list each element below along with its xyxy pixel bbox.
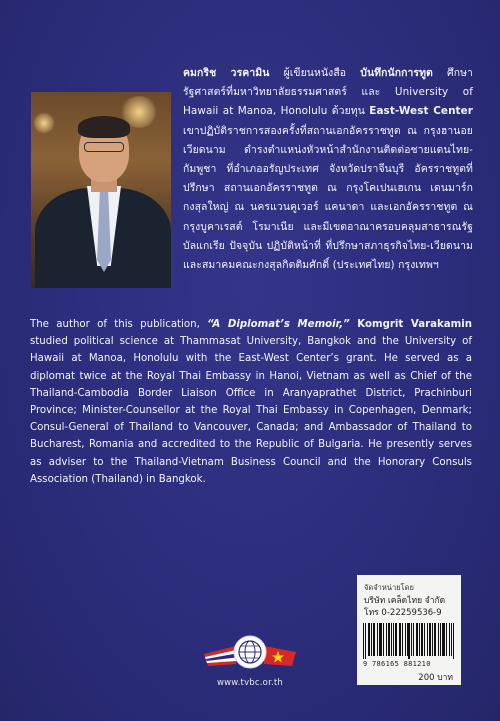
- price-label: 200 บาท: [418, 673, 453, 683]
- thai-biography: [183, 64, 473, 275]
- globe-icon: [234, 636, 266, 668]
- tvbc-logo: [202, 628, 298, 672]
- distributor-name: บริษัท เคล็ดไทย จำกัด: [364, 596, 446, 606]
- thai-center-name: East-West Center: [369, 105, 473, 118]
- author-portrait: [31, 92, 171, 288]
- distributor-label: จัดจำหน่ายโดย: [364, 583, 414, 592]
- thai-text-1: ผู้เขียนหนังสือ: [269, 67, 361, 79]
- thai-text-2: ศึกษารัฐศาสตร์ที่มหาวิทยาลัยธรรมศาสตร์ และ University of Hawaii at Manoa, Honolulu ด้วยทุน: [183, 67, 473, 118]
- thai-book-title: บันทึกนักการทูต: [360, 67, 433, 79]
- isbn-number: 9 786165 881210: [363, 660, 431, 668]
- barcode-sticker: [357, 575, 461, 685]
- vietnam-flag-icon: [264, 646, 296, 666]
- isbn-barcode: [363, 623, 455, 659]
- thai-text-3: เขาปฏิบัติราชการสองครั้งที่สถานเอกอัครราชทูต ณ กรุงฮานอย เวียดนาม ดำรงตำแหน่งหัวหน้าสำนักงานติดต่อชายแดนไทย-กัมพูชา ที่อำเภออรัญประเทศ จังหวัดปราจีนบุรี อัครราชทูตที่ปรึกษา สถานเอกอัครราชทูต ณ กรุงโคเปนเฮเกน เดนมาร์ก กงสุลใหญ่ ณ นครแวนคูเวอร์ แคนาดา และเอกอัครราชทูต ณ กรุงบูคาเรสต์ โรมาเนีย และมีเขตอาณาครอบคลุมสาธารณรัฐบัลแกเรีย ปัจจุบัน ปฏิบัติหน้าที่ ที่ปรึกษาสภาธุรกิจไทย-เวียดนาม และสมาคมคณะกงสุลกิตติมศักดิ์ (ประเทศไทย) กรุงเทพฯ: [183, 124, 473, 272]
- distributor-phone: โทร 0-22259536-9: [364, 608, 442, 618]
- website-link[interactable]: www.tvbc.or.th: [216, 678, 284, 688]
- english-author-name: Komgrit Varakamin: [349, 319, 472, 330]
- thai-flag-icon: [204, 646, 236, 666]
- english-book-title: “A Diplomat’s Memoir,”: [207, 319, 350, 330]
- thai-author-name: คมกริช วรคามิน: [183, 67, 270, 79]
- english-text-1: The author of this publication,: [30, 319, 208, 330]
- english-text-2: studied political science at Thammasat University, Bangkok and the University of Hawaii at Manoa, Honolulu with the East-West Center’s grant. He served as a diplomat twice at the Royal Thai Embassy in Hanoi, Vietnam as well as Chief of the Thailand-Cambodia Border Liaison Office in Aranyaprathet District, Prachinburi Province; Minister-Counsellor at the Royal Thai Embassy in Copenhagen, Denmark; Consul-General of Thailand to Vancouver, Canada; and Ambassador of Thailand to Bucharest, Romania and accredited to the Republic of Bulgaria. He presently serves as adviser to the Thailand-Vietnam Business Council and the Honorary Consuls Association (Thailand) in Bangkok.: [30, 336, 472, 485]
- english-biography: [30, 316, 472, 488]
